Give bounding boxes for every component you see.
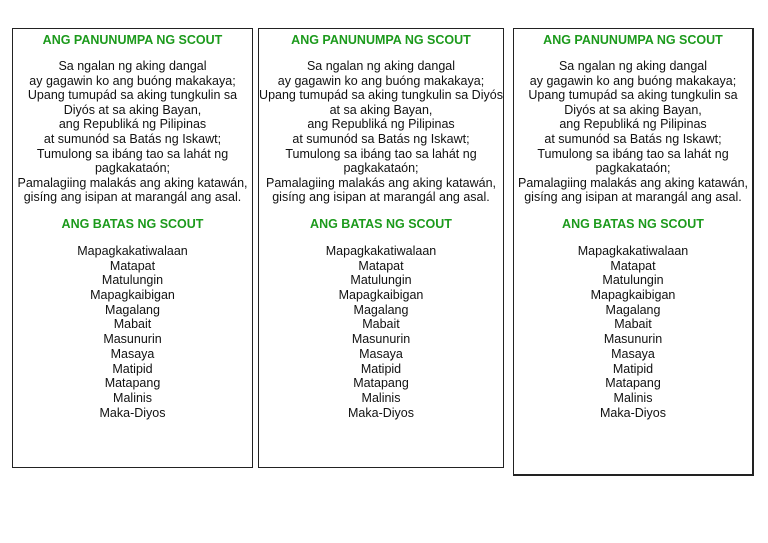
- pledge-line: Upang tumupád sa aking tungkulin sa Diyós at sa aking Bayan,: [27, 88, 238, 117]
- law-item: Mapagkakatiwalaan: [77, 243, 188, 258]
- law-item: Malinis: [113, 390, 152, 405]
- law-item: Malinis: [613, 390, 653, 405]
- law-item: Matulungin: [602, 273, 664, 288]
- law-item: Matipid: [612, 361, 654, 376]
- law-item: Mapagkaibigan: [90, 288, 175, 303]
- law-title: ANG BATAS NG SCOUT: [562, 216, 704, 231]
- law-item: Maka-Diyos: [600, 405, 666, 420]
- pledge-line: ang Republiká ng Pilipinas: [307, 117, 455, 132]
- law-item: Mapagkakatiwalaan: [325, 243, 437, 258]
- law-item: Masaya: [611, 346, 655, 361]
- law-item: Masaya: [110, 346, 155, 361]
- law-item: Matapat: [358, 258, 404, 273]
- law-item: Mabait: [113, 317, 152, 332]
- law-title: ANG BATAS NG SCOUT: [310, 216, 452, 231]
- law-item: Maka-Diyos: [99, 405, 166, 420]
- pledge-text: [13, 59, 252, 205]
- pledge-text: [259, 59, 503, 205]
- law-list: [259, 244, 503, 420]
- law-item: Mabait: [362, 317, 400, 332]
- law-item: Matapang: [605, 376, 661, 391]
- pledge-line: ang Republiká ng Pilipinas: [559, 117, 707, 132]
- pledge-line: at sumunód sa Batás ng Iskawt;: [292, 131, 470, 146]
- law-item: Matulungin: [350, 273, 412, 288]
- pledge-line: Pamalagiing malakás ang aking katawán,: [518, 175, 748, 190]
- pledge-text: [514, 59, 752, 205]
- pledge-line: Sa ngalan ng aking dangal: [558, 59, 708, 73]
- law-item: Magalang: [353, 302, 409, 317]
- law-title: ANG BATAS NG SCOUT: [61, 216, 204, 231]
- pledge-line: at sumunód sa Batás ng Iskawt;: [43, 131, 222, 146]
- pledge-line: Sa ngalan ng aking dangal: [58, 59, 207, 73]
- law-item: Masunurin: [103, 332, 162, 347]
- pledge-line: ang Republiká ng Pilipinas: [58, 117, 207, 132]
- pledge-line: ay gagawin ko ang buóng makakaya;: [29, 73, 236, 88]
- law-item: Masaya: [359, 346, 403, 361]
- pledge-line: Tumulong sa ibáng tao sa lahát ng pagkakataón;: [285, 146, 477, 176]
- law-item: Matapat: [109, 258, 156, 273]
- law-item: Magalang: [105, 302, 160, 317]
- pledge-line: Tumulong sa ibáng tao sa lahát ng pagkakataón;: [537, 146, 729, 176]
- pledge-line: gisíng ang isipan at marangál ang asal.: [23, 190, 242, 205]
- law-item: Matipid: [360, 361, 402, 376]
- pledge-line: at sumunód sa Batás ng Iskawt;: [544, 131, 722, 146]
- law-item: Matapang: [104, 376, 161, 391]
- pledge-line: Pamalagiing malakás ang aking katawán,: [266, 175, 496, 190]
- law-list: [514, 244, 752, 420]
- pledge-title: ANG PANUNUMPA NG SCOUT: [543, 33, 723, 47]
- scout-card: [12, 28, 253, 468]
- law-item: Magalang: [605, 302, 661, 317]
- pledge-line: Sa ngalan ng aking dangal: [306, 59, 456, 73]
- pledge-line: gisíng ang isipan at marangál ang asal.: [524, 190, 742, 205]
- pledge-line: Pamalagiing malakás ang aking katawán,: [17, 175, 248, 190]
- law-item: Mapagkaibigan: [338, 288, 424, 303]
- law-item: Matulungin: [101, 273, 164, 288]
- law-item: Masunurin: [603, 332, 663, 347]
- law-item: Masunurin: [351, 332, 411, 347]
- law-item: Mapagkakatiwalaan: [577, 243, 689, 258]
- pledge-line: Upang tumupád sa aking tungkulin sa Diyós at sa aking Bayan,: [528, 88, 738, 117]
- pledge-line: Tumulong sa ibáng tao sa lahát ng pagkakataón;: [36, 146, 229, 176]
- pledge-line: ay gagawin ko ang buóng makakaya;: [529, 73, 737, 88]
- law-item: Maka-Diyos: [348, 405, 414, 420]
- law-list: [13, 244, 252, 420]
- law-item: Matapang: [353, 376, 409, 391]
- law-item: Mapagkaibigan: [590, 288, 676, 303]
- law-item: Matipid: [112, 361, 153, 376]
- pledge-line: ay gagawin ko ang buóng makakaya;: [277, 73, 485, 88]
- pledge-line: gisíng ang isipan at marangál ang asal.: [272, 190, 490, 205]
- law-item: Mabait: [614, 317, 652, 332]
- pledge-title: ANG PANUNUMPA NG SCOUT: [291, 33, 471, 47]
- scout-card: [258, 28, 504, 468]
- law-item: Malinis: [361, 390, 401, 405]
- law-item: Matapat: [610, 258, 656, 273]
- pledge-line: Upang tumupád sa aking tungkulin sa Diyós at sa aking Bayan,: [259, 88, 503, 117]
- pledge-title: ANG PANUNUMPA NG SCOUT: [42, 33, 223, 47]
- scout-card: [513, 28, 754, 476]
